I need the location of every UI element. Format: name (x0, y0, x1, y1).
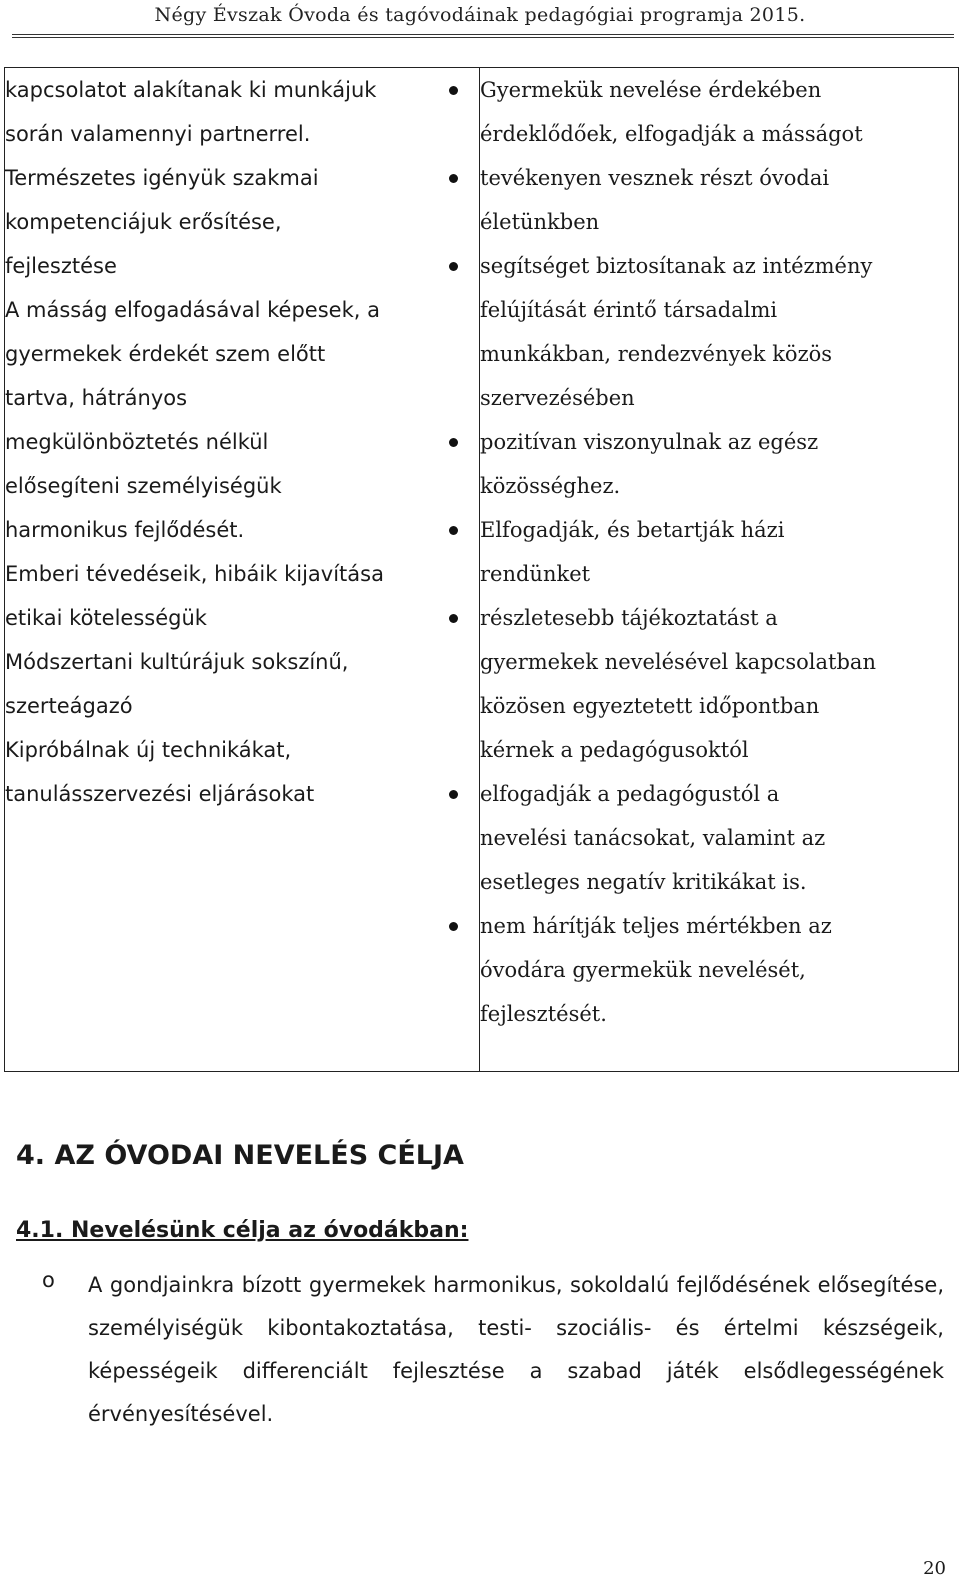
right-item-text: pozitívan viszonyulnak az egész (480, 430, 819, 454)
right-item-text: fejlesztését. (480, 1002, 607, 1026)
subsection-heading: 4.1. Nevelésünk célja az óvodákban: (16, 1218, 469, 1243)
left-item-line (5, 68, 479, 112)
left-item-line (5, 508, 479, 552)
right-item-text: munkákban, rendezvények közös (480, 342, 833, 366)
right-item-text: kérnek a pedagógusoktól (480, 738, 749, 762)
left-item-line (5, 156, 479, 200)
header-rule (12, 34, 954, 38)
left-item-line (5, 640, 479, 684)
left-item-text: szerteágazó (5, 694, 133, 718)
right-item-line (480, 816, 958, 860)
running-header: Négy Évszak Óvoda és tagóvodáinak pedagógiai programja 2015. (154, 4, 806, 26)
right-item-text: Elfogadják, és betartják házi (480, 518, 785, 542)
list-marker: o (42, 1268, 55, 1292)
left-item-text: Természetes igényük szakmai (5, 166, 319, 190)
left-item-line (5, 728, 479, 772)
right-item-text: tevékenyen vesznek részt óvodai (480, 166, 830, 190)
left-item-text: kapcsolatot alakítanak ki munkájuk (5, 78, 377, 102)
left-item-line (5, 376, 479, 420)
right-item-text: szervezésében (480, 386, 635, 410)
right-item-text: közösen egyeztetett időpontban (480, 694, 820, 718)
left-item-text: elősegíteni személyiségük (5, 474, 282, 498)
right-item-text: segítséget biztosítanak az intézmény (480, 254, 873, 278)
bullet-icon (449, 526, 458, 535)
right-item-text: felújítását érintő társadalmi (480, 298, 778, 322)
left-item-line (5, 684, 479, 728)
left-item-line (5, 464, 479, 508)
partners-table (4, 67, 959, 1072)
left-item-line (5, 552, 479, 596)
right-item-text: életünkben (480, 210, 600, 234)
left-item-line (5, 420, 479, 464)
left-item-text: Kipróbálnak új technikákat, (5, 738, 292, 762)
right-item-text: nevelési tanácsokat, valamint az (480, 826, 826, 850)
left-item-line (5, 772, 479, 816)
right-item-text: részletesebb tájékoztatást a (480, 606, 778, 630)
right-item-line (480, 684, 958, 728)
right-item-line (480, 508, 958, 552)
left-item-text: tanulásszervezési eljárásokat (5, 782, 315, 806)
right-item-line (480, 904, 958, 948)
bullet-icon (449, 262, 458, 271)
left-item-line (5, 288, 479, 332)
bullet-icon (449, 790, 458, 799)
bullet-icon (449, 86, 458, 95)
bullet-icon (449, 174, 458, 183)
right-item-text: Gyermekük nevelése érdekében (480, 78, 822, 102)
right-item-text: rendünket (480, 562, 591, 586)
right-item-line (480, 860, 958, 904)
goal-paragraph: A gondjainkra bízott gyermekek harmonikus, sokoldalú fejlődésének elősegítése, személyiségük kibontakoztatása, testi- szociális- és értelmi készségeik, képességeik differenciált fejlesztése a szabad játék elsődlegességének érvényesítésével. (88, 1273, 944, 1426)
left-item-text: fejlesztése (5, 254, 117, 278)
right-item-line (480, 772, 958, 816)
left-item-text: során valamennyi partnerrel. (5, 122, 311, 146)
right-item-line (480, 244, 958, 288)
left-bullet-list (5, 68, 479, 816)
left-item-text: etikai kötelességük (5, 606, 207, 630)
left-item-text: harmonikus fejlődését. (5, 518, 245, 542)
bullet-icon (449, 614, 458, 623)
right-item-line (480, 728, 958, 772)
right-item-line (480, 156, 958, 200)
right-item-text: elfogadják a pedagógustól a (480, 782, 780, 806)
left-item-text: Emberi tévedéseik, hibáik kijavítása (5, 562, 384, 586)
right-item-line (480, 420, 958, 464)
right-item-line (480, 640, 958, 684)
section-heading: 4. AZ ÓVODAI NEVELÉS CÉLJA (16, 1140, 464, 1171)
left-item-text: kompetenciájuk erősítése, (5, 210, 282, 234)
left-item-line (5, 112, 479, 156)
left-column (5, 68, 480, 1072)
right-item-line (480, 992, 958, 1036)
page-number: 20 (923, 1558, 946, 1579)
right-item-line (480, 112, 958, 156)
bullet-icon (449, 922, 458, 931)
right-item-text: óvodára gyermekük nevelését, (480, 958, 806, 982)
right-item-line (480, 68, 958, 112)
left-item-text: Módszertani kultúrájuk sokszínű, (5, 650, 349, 674)
right-item-line (480, 552, 958, 596)
right-item-text: közösséghez. (480, 474, 621, 498)
right-item-text: nem hárítják teljes mértékben az (480, 914, 832, 938)
left-item-line (5, 244, 479, 288)
left-item-text: megkülönböztetés nélkül (5, 430, 269, 454)
left-item-text: tartva, hátrányos (5, 386, 188, 410)
right-item-text: gyermekek nevelésével kapcsolatban (480, 650, 876, 674)
left-item-line (5, 332, 479, 376)
left-item-line (5, 200, 479, 244)
right-item-line (480, 288, 958, 332)
right-item-text: esetleges negatív kritikákat is. (480, 870, 807, 894)
right-item-line (480, 332, 958, 376)
right-item-line (480, 596, 958, 640)
right-bullet-list (480, 68, 958, 1036)
right-item-line (480, 376, 958, 420)
right-item-text: érdeklődőek, elfogadják a másságot (480, 122, 863, 146)
left-item-text: gyermekek érdekét szem előtt (5, 342, 326, 366)
left-item-text: A másság elfogadásával képesek, a (5, 298, 380, 322)
bullet-icon (449, 438, 458, 447)
left-item-line (5, 596, 479, 640)
right-item-line (480, 200, 958, 244)
right-column (480, 68, 959, 1072)
right-item-line (480, 948, 958, 992)
right-item-line (480, 464, 958, 508)
